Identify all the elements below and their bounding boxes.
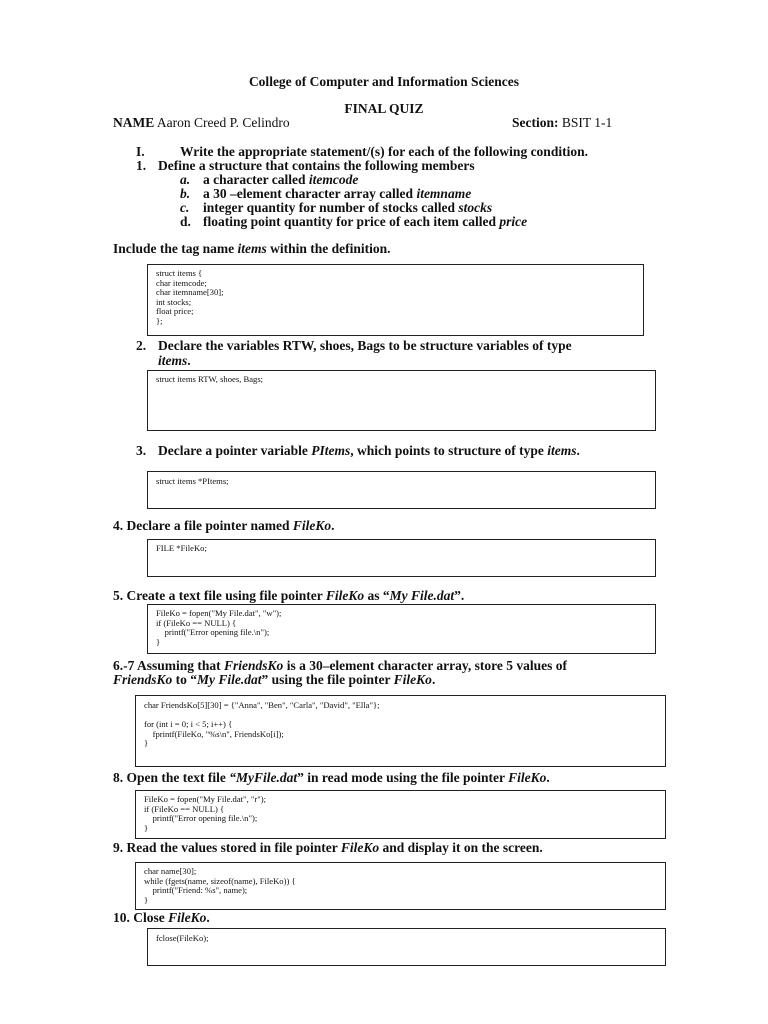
q5-text-b: as “ [364,588,390,603]
q4-text-a: 4. Declare a file pointer named [113,518,293,533]
q8-text [113,770,550,785]
q1-include-note [113,241,391,256]
part-number: I. [136,144,145,159]
item-text: a 30 –element character array called [203,186,417,201]
q6-text-c: to “ [172,672,198,687]
q6-array-name: FriendsKo [224,658,284,673]
section-value: BSIT 1-1 [561,115,613,130]
q10-text-end: . [206,910,210,925]
q8-text-a: 8. Open the text file [113,770,230,785]
q6-text-d: ” using the file pointer [261,672,394,687]
q4-text [113,518,335,533]
item-text: integer quantity for number of stocks called [203,200,459,215]
q3-answer-box[interactable] [147,471,656,509]
q1-text: Define a structure that contains the following members [158,158,475,173]
name-line [113,115,290,130]
q10-answer-code: fclose(FileKo); [156,933,209,943]
q3-text [158,443,580,458]
q6-answer-code: char FriendsKo[5][30] = {"Anna", "Ben", "Carla", "David", "Ella"}; for (int i = 0; i < 5; i++) { fprintf(FileKo, "%s\n", FriendsKo[i]); } [144,700,380,749]
item-name: stocks [458,200,493,215]
q9-text-end: and display it on the screen. [379,840,543,855]
q9-answer-code: char name[30]; while (fgets(name, sizeof(name), FileKo)) { printf("Friend: %s", name); } [144,866,296,905]
q6-text-end: . [431,672,436,687]
item-letter: c. [180,200,190,215]
q1-item-c-text [203,200,492,215]
q5-text-end: ”. [454,588,465,603]
item-letter: b. [180,186,191,201]
q10-text [113,910,210,925]
name-label: NAME [113,115,155,130]
q1-item-d [180,214,191,229]
q8-answer-box[interactable] [135,790,666,839]
q3-pointer-name: PItems [311,443,351,458]
q10-text-a: 10. Close [113,910,169,925]
college-title: College of Computer and Information Sciences [248,74,520,89]
item-name: itemname [416,186,472,201]
q3-text-b: , which points to structure of type [350,443,548,458]
student-name: Aaron Creed P. Celindro [156,115,290,130]
q5-file-name: My File.dat [389,588,455,603]
section-line [512,115,612,130]
q5-pointer-name: FileKo [325,588,365,603]
q2-answer-code: struct items RTW, shoes, Bags; [156,374,264,384]
item-text: floating point quantity for price of each item called [203,214,500,229]
q3-type-name: items [547,443,577,458]
q1-answer-code: struct items { char itemcode; char itemname[30]; int stocks; float price; }; [156,268,224,326]
q1-item-b-text [203,186,471,201]
q4-answer-code: FILE *FileKo; [156,543,207,553]
q9-text-a: 9. Read the values stored in file pointer [113,840,341,855]
q2-text [158,338,638,368]
q2-number: 2. [136,338,147,353]
item-letter: a. [180,172,191,187]
q5-answer-code: FileKo = fopen("My File.dat", "w"); if (FileKo == NULL) { printf("Error opening file.\n"); } [156,608,282,647]
q6-text-line2 [113,672,435,687]
q2-text-main: Declare the variables RTW, shoes, Bags to be structure variables of type [158,338,572,353]
q6-array-name-2: FriendsKo [113,672,173,687]
item-text: a character called [203,172,309,187]
q1-item-a [180,172,190,187]
q4-answer-box[interactable] [147,539,656,577]
q8-text-b: ” in read mode using the file pointer [297,770,509,785]
item-name: price [499,214,528,229]
q1-item-d-text [203,214,527,229]
item-name: itemcode [308,172,359,187]
q6-pointer-name: FileKo [393,672,432,687]
q6-text-line1 [113,658,567,673]
q4-pointer-name: FileKo [292,518,332,533]
q1-item-b [180,186,190,201]
q10-answer-box[interactable] [147,928,666,966]
q3-text-end: . [576,443,580,458]
section-label: Section: [512,115,559,130]
q8-text-end: . [546,770,550,785]
q3-answer-code: struct items *PItems; [156,476,229,486]
q3-text-a: Declare a pointer variable [158,443,312,458]
q6-text-b: is a 30–element character array, store 5 values of [283,658,567,673]
q8-pointer-name: FileKo [508,770,547,785]
part-instructions: Write the appropriate statement/(s) for each of the following condition. [180,144,588,159]
note-text-end: within the definition. [266,241,391,256]
q5-text-a: 5. Create a text file using file pointer [113,588,326,603]
q8-file-name: “MyFile.dat [229,770,298,785]
item-letter: d. [180,214,191,229]
q1-number: 1. [136,158,147,173]
q9-pointer-name: FileKo [340,840,380,855]
q9-answer-box[interactable] [135,862,666,910]
q5-answer-box[interactable] [147,604,656,654]
q10-pointer-name: FileKo [168,910,207,925]
q2-answer-box[interactable] [147,370,656,431]
q6-file-name: My File.dat [197,672,262,687]
q2-text-end: . [187,353,191,368]
q1-item-a-text [203,172,358,187]
q1-item-c [180,200,189,215]
q5-text [113,588,464,603]
note-emphasis: items [237,241,267,256]
q6-text-a: 6.-7 Assuming that [113,658,225,673]
q1-answer-box[interactable] [147,264,644,336]
q8-answer-code: FileKo = fopen("My File.dat", "r"); if (FileKo == NULL) { printf("Error opening file.\n"); } [144,794,266,833]
q9-text [113,840,543,855]
note-text: Include the tag name [113,241,238,256]
q6-answer-box[interactable] [135,695,666,767]
q3-number: 3. [136,443,147,458]
quiz-title: FINAL QUIZ [344,101,424,116]
q4-text-end: . [331,518,335,533]
q2-type-name: items [158,353,188,368]
